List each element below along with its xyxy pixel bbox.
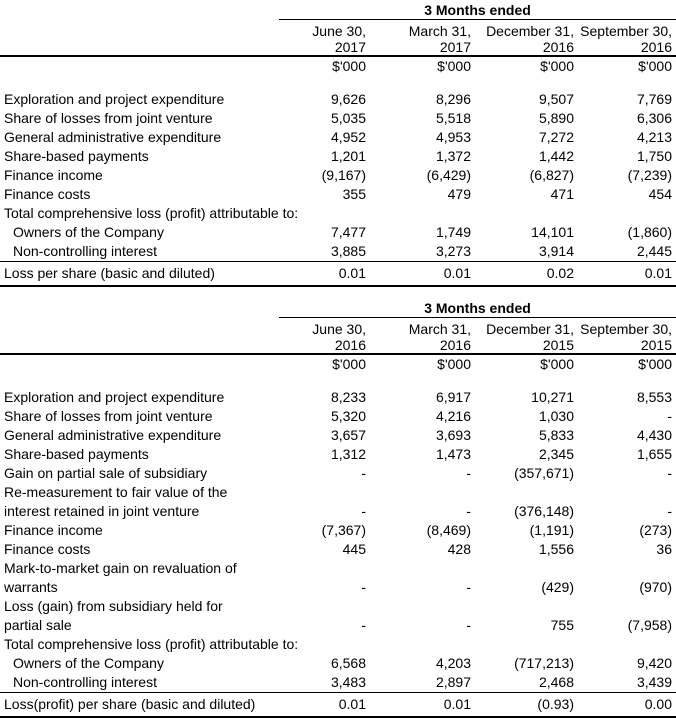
unit-label: $'000 — [437, 356, 471, 372]
value-cell: 9,626 — [330, 91, 366, 107]
table-row — [0, 540, 676, 559]
period-header: 3 Months ended — [279, 300, 676, 318]
value-cell: - — [667, 408, 672, 424]
value-cell: 1,749 — [435, 224, 471, 240]
quarterly-results-table-2017 — [0, 2, 676, 287]
value-cell: 6,917 — [435, 389, 471, 405]
value-cell: - — [361, 579, 366, 595]
value-cell: 471 — [550, 186, 574, 202]
value-cell: 7,769 — [636, 91, 672, 107]
value-cell: 5,320 — [330, 408, 366, 424]
spacer — [0, 374, 676, 388]
value-cell: 2,897 — [435, 674, 471, 690]
table-row — [0, 578, 676, 597]
value-cell: 4,953 — [435, 129, 471, 145]
table-row — [0, 483, 676, 502]
table-row — [0, 185, 676, 204]
table-row — [0, 242, 676, 261]
row-label: partial sale — [4, 617, 72, 633]
value-cell: (429) — [541, 579, 574, 595]
value-cell: 1,201 — [330, 148, 366, 164]
quarterly-results-table-2016 — [0, 300, 676, 718]
value-cell — [370, 483, 475, 502]
row-label: Owners of the Company — [13, 224, 164, 240]
table-row — [0, 616, 676, 635]
unit-label: $'000 — [540, 58, 574, 74]
value-cell: 4,952 — [330, 129, 366, 145]
row-label: Share-based payments — [4, 446, 149, 462]
table-row — [0, 559, 676, 578]
value-cell — [578, 559, 676, 578]
empty-corner-cell — [0, 321, 270, 353]
per-share-row — [0, 692, 676, 718]
table-row — [0, 426, 676, 445]
value-cell — [578, 204, 676, 223]
period-header-row — [0, 300, 676, 318]
value-cell: (7,367) — [321, 522, 366, 538]
value-cell: 4,216 — [435, 408, 471, 424]
value-cell — [370, 204, 475, 223]
value-cell: 0.01 — [338, 696, 366, 712]
value-cell — [578, 597, 676, 616]
value-cell: 4,203 — [435, 655, 471, 671]
row-label: Share of losses from joint venture — [4, 110, 213, 126]
table-row — [0, 90, 676, 109]
value-cell: (1,191) — [529, 522, 574, 538]
value-cell — [270, 204, 370, 223]
value-cell: 355 — [342, 186, 366, 202]
unit-label: $'000 — [638, 356, 672, 372]
value-cell: 1,556 — [538, 541, 574, 557]
row-label: interest retained in joint venture — [4, 503, 200, 519]
table-row — [0, 109, 676, 128]
value-cell: 454 — [648, 186, 672, 202]
value-cell: 5,890 — [538, 110, 574, 126]
value-cell: 3,657 — [330, 427, 366, 443]
value-cell: 0.01 — [443, 265, 471, 281]
spacer — [0, 76, 676, 90]
empty-corner-cell — [0, 23, 270, 55]
period-header-row — [0, 2, 676, 20]
row-label: Non-controlling interest — [13, 674, 157, 690]
empty-cell — [0, 57, 270, 76]
value-cell: 3,885 — [330, 243, 366, 259]
value-cell: 2,345 — [538, 446, 574, 462]
table-row — [0, 128, 676, 147]
row-label: Finance costs — [4, 541, 91, 557]
value-cell: - — [361, 503, 366, 519]
value-cell: (0.93) — [537, 696, 574, 712]
value-cell: 10,271 — [531, 389, 574, 405]
value-cell: 0.01 — [338, 265, 366, 281]
value-cell: 3,914 — [538, 243, 574, 259]
value-cell: 4,213 — [636, 129, 672, 145]
value-cell: 755 — [550, 617, 574, 633]
row-label: Finance income — [4, 522, 103, 538]
value-cell — [270, 483, 370, 502]
value-cell: (717,213) — [514, 655, 574, 671]
value-cell: (7,239) — [627, 167, 672, 183]
row-label: Gain on partial sale of subsidiary — [4, 465, 208, 481]
value-cell: 0.00 — [644, 696, 672, 712]
column-header-june: June 30, 2016 — [312, 321, 366, 353]
row-label: Finance income — [4, 167, 103, 183]
value-cell — [270, 597, 370, 616]
value-cell: 1,030 — [538, 408, 574, 424]
value-cell — [475, 204, 578, 223]
row-label: Owners of the Company — [13, 655, 164, 671]
table-row — [0, 223, 676, 242]
value-cell: 479 — [447, 186, 471, 202]
row-label: Loss(profit) per share (basic and diluted) — [4, 696, 256, 712]
table-row — [0, 166, 676, 185]
column-header-march: March 31, 2017 — [408, 23, 471, 55]
value-cell: 7,272 — [538, 129, 574, 145]
table-row — [0, 464, 676, 483]
value-cell: (970) — [639, 579, 672, 595]
value-cell: 8,233 — [330, 389, 366, 405]
value-cell — [475, 483, 578, 502]
value-cell: 5,833 — [538, 427, 574, 443]
value-cell: (8,469) — [426, 522, 471, 538]
value-cell: (273) — [639, 522, 672, 538]
value-cell: 1,442 — [538, 148, 574, 164]
unit-label: $'000 — [437, 58, 471, 74]
table-row — [0, 502, 676, 521]
value-cell: - — [361, 465, 366, 481]
row-label: General administrative expenditure — [4, 427, 222, 443]
value-cell: 8,296 — [435, 91, 471, 107]
value-cell — [475, 559, 578, 578]
table-row — [0, 388, 676, 407]
empty-cell — [0, 355, 270, 374]
column-header-december: December 31, 2016 — [486, 23, 574, 55]
value-cell: 9,507 — [538, 91, 574, 107]
value-cell: - — [667, 465, 672, 481]
value-cell — [270, 559, 370, 578]
value-cell: - — [466, 579, 471, 595]
unit-label: $'000 — [332, 356, 366, 372]
value-cell: (1,860) — [627, 224, 672, 240]
row-label: Exploration and project expenditure — [4, 389, 225, 405]
value-cell: 0.02 — [546, 265, 574, 281]
column-header-september: September 30, 2016 — [580, 23, 672, 55]
value-cell: 445 — [342, 541, 366, 557]
value-cell: 2,468 — [538, 674, 574, 690]
value-cell — [370, 559, 475, 578]
value-cell: 1,750 — [636, 148, 672, 164]
value-cell: - — [361, 617, 366, 633]
value-cell: 428 — [447, 541, 471, 557]
value-cell: 5,035 — [330, 110, 366, 126]
table-row — [0, 654, 676, 673]
value-cell: (6,429) — [426, 167, 471, 183]
table-row — [0, 204, 676, 223]
value-cell: - — [466, 617, 471, 633]
value-cell: 1,372 — [435, 148, 471, 164]
row-label: Re-measurement to fair value of the — [4, 484, 228, 500]
value-cell — [475, 597, 578, 616]
value-cell: 9,420 — [636, 655, 672, 671]
table-body — [0, 90, 676, 261]
value-cell: 0.01 — [443, 696, 471, 712]
unit-label: $'000 — [332, 58, 366, 74]
value-cell: 5,518 — [435, 110, 471, 126]
value-cell: 7,477 — [330, 224, 366, 240]
row-label: Exploration and project expenditure — [4, 91, 225, 107]
row-label: Total comprehensive loss (profit) attributable to: — [4, 636, 299, 652]
value-cell: 1,655 — [636, 446, 672, 462]
row-label: Loss (gain) from subsidiary held for — [4, 598, 223, 614]
unit-label: $'000 — [638, 58, 672, 74]
value-cell: 3,439 — [636, 674, 672, 690]
value-cell: (6,827) — [529, 167, 574, 183]
table-row — [0, 445, 676, 464]
table-body — [0, 388, 676, 692]
value-cell: 3,483 — [330, 674, 366, 690]
row-label: Loss per share (basic and diluted) — [4, 265, 215, 281]
value-cell: (357,671) — [514, 465, 574, 481]
column-headers-row — [0, 318, 676, 355]
unit-label: $'000 — [540, 356, 574, 372]
table-row — [0, 147, 676, 166]
row-label: Non-controlling interest — [13, 243, 157, 259]
value-cell: (7,958) — [627, 617, 672, 633]
table-row — [0, 635, 676, 654]
value-cell — [270, 635, 370, 654]
value-cell: 1,312 — [330, 446, 366, 462]
row-label: Mark-to-market gain on revaluation of — [4, 560, 237, 576]
units-row — [0, 57, 676, 76]
value-cell — [370, 635, 475, 654]
table-row — [0, 521, 676, 540]
value-cell: 4,430 — [636, 427, 672, 443]
value-cell: - — [466, 503, 471, 519]
row-label: warrants — [4, 579, 58, 595]
value-cell — [475, 635, 578, 654]
row-label: Finance costs — [4, 186, 91, 202]
value-cell: 8,553 — [636, 389, 672, 405]
value-cell: 14,101 — [531, 224, 574, 240]
column-header-december: December 31, 2015 — [486, 321, 574, 353]
value-cell: 36 — [656, 541, 672, 557]
column-header-september: September 30, 2015 — [580, 321, 672, 353]
value-cell — [578, 635, 676, 654]
value-cell: (9,167) — [321, 167, 366, 183]
value-cell: - — [466, 465, 471, 481]
value-cell: 3,693 — [435, 427, 471, 443]
row-label: Total comprehensive loss (profit) attributable to: — [4, 205, 299, 221]
value-cell: 2,445 — [636, 243, 672, 259]
column-header-june: June 30, 2017 — [312, 23, 366, 55]
value-cell — [578, 483, 676, 502]
value-cell — [370, 597, 475, 616]
table-row — [0, 597, 676, 616]
table-row — [0, 407, 676, 426]
column-headers-row — [0, 20, 676, 57]
value-cell: 6,306 — [636, 110, 672, 126]
units-row — [0, 355, 676, 374]
value-cell: 1,473 — [435, 446, 471, 462]
period-header: 3 Months ended — [279, 2, 676, 20]
column-header-march: March 31, 2016 — [408, 321, 471, 353]
value-cell: - — [667, 503, 672, 519]
value-cell: 6,568 — [330, 655, 366, 671]
value-cell: 3,273 — [435, 243, 471, 259]
per-share-row — [0, 261, 676, 287]
row-label: Share-based payments — [4, 148, 149, 164]
value-cell: 0.01 — [644, 265, 672, 281]
row-label: General administrative expenditure — [4, 129, 222, 145]
row-label: Share of losses from joint venture — [4, 408, 213, 424]
table-row — [0, 673, 676, 692]
value-cell: (376,148) — [514, 503, 574, 519]
